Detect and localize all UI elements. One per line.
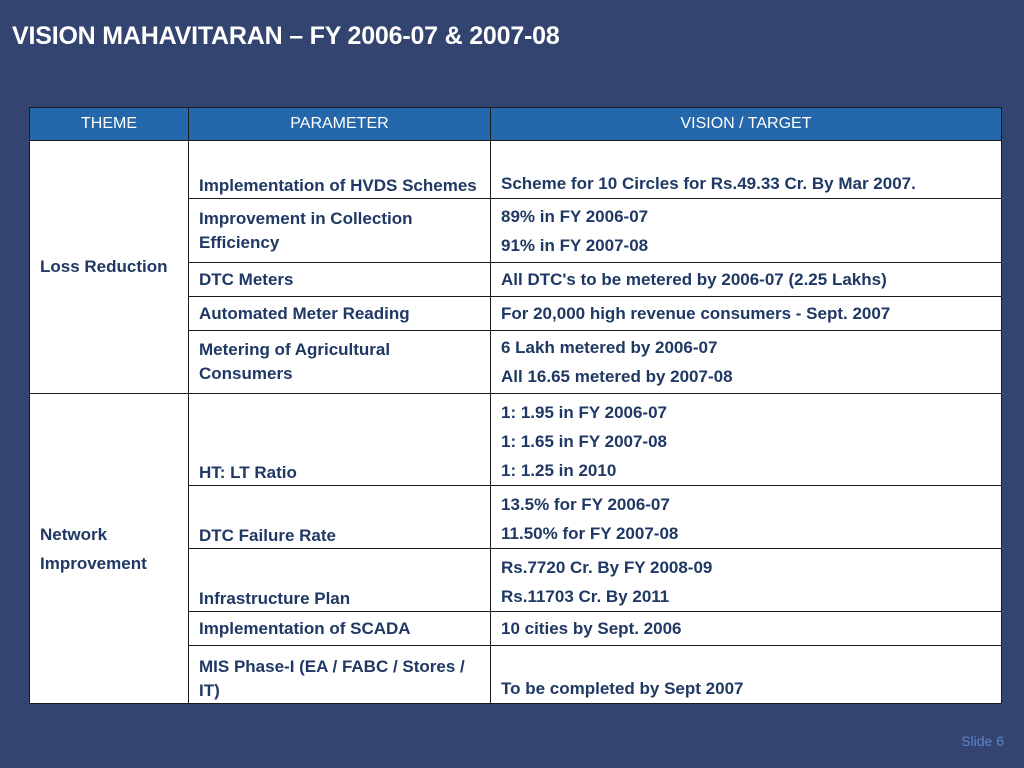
parameter-cell: Implementation of HVDS Schemes xyxy=(189,141,491,199)
target-line: For 20,000 high revenue consumers - Sept. 2007 xyxy=(501,304,891,323)
parameter-cell: Improvement in Collection Efficiency xyxy=(189,199,491,263)
parameter-cell: DTC Failure Rate xyxy=(189,486,491,549)
target-cell xyxy=(491,394,1002,486)
parameter-cell: Infrastructure Plan xyxy=(189,549,491,612)
theme-network-improvement xyxy=(30,394,189,704)
target-line: 1: 1.65 in FY 2007-08 xyxy=(501,432,668,451)
target-line: 13.5% for FY 2006-07 xyxy=(501,495,670,514)
target-line: Rs.11703 Cr. By 2011 xyxy=(501,587,670,606)
theme-label: Network xyxy=(40,524,108,544)
slide-title: VISION MAHAVITARAN – FY 2006-07 & 2007-08 xyxy=(12,22,560,50)
target-line: 1: 1.95 in FY 2006-07 xyxy=(501,403,668,422)
target-cell xyxy=(491,646,1002,704)
vision-table xyxy=(29,107,1002,704)
target-cell xyxy=(491,486,1002,549)
target-cell xyxy=(491,549,1002,612)
target-cell xyxy=(491,331,1002,394)
target-cell xyxy=(491,263,1002,297)
slide-number: Slide 6 xyxy=(961,733,1004,749)
header-parameter: PARAMETER xyxy=(189,108,491,141)
target-line: All DTC's to be metered by 2006-07 (2.25 Lakhs) xyxy=(501,270,887,289)
target-line: 10 cities by Sept. 2006 xyxy=(501,619,682,638)
parameter-cell: Implementation of SCADA xyxy=(189,612,491,646)
parameter-cell: Metering of Agricultural Consumers xyxy=(189,331,491,394)
parameter-cell: DTC Meters xyxy=(189,263,491,297)
table-row xyxy=(30,394,1002,486)
theme-label: Loss Reduction xyxy=(40,257,168,276)
target-line: Scheme for 10 Circles for Rs.49.33 Cr. By Mar 2007. xyxy=(501,174,916,193)
theme-loss-reduction xyxy=(30,141,189,394)
parameter-cell: HT: LT Ratio xyxy=(189,394,491,486)
target-cell xyxy=(491,612,1002,646)
header-theme: THEME xyxy=(30,108,189,141)
target-cell xyxy=(491,297,1002,331)
table-row xyxy=(30,141,1002,199)
target-cell xyxy=(491,141,1002,199)
target-line: 1: 1.25 in 2010 xyxy=(501,461,617,480)
parameter-cell: MIS Phase-I (EA / FABC / Stores / IT) xyxy=(189,646,491,704)
target-cell xyxy=(491,199,1002,263)
table-header-row xyxy=(30,108,1002,141)
header-vision-target: VISION / TARGET xyxy=(491,108,1002,141)
parameter-cell: Automated Meter Reading xyxy=(189,297,491,331)
target-line: 91% in FY 2007-08 xyxy=(501,235,649,255)
theme-label: Improvement xyxy=(40,553,147,573)
target-line: 6 Lakh metered by 2006-07 xyxy=(501,338,718,357)
target-line: Rs.7720 Cr. By FY 2008-09 xyxy=(501,558,713,577)
target-line: To be completed by Sept 2007 xyxy=(501,679,744,698)
target-line: 89% in FY 2006-07 xyxy=(501,206,649,226)
target-line: 11.50% for FY 2007-08 xyxy=(501,524,679,543)
target-line: All 16.65 metered by 2007-08 xyxy=(501,367,733,386)
